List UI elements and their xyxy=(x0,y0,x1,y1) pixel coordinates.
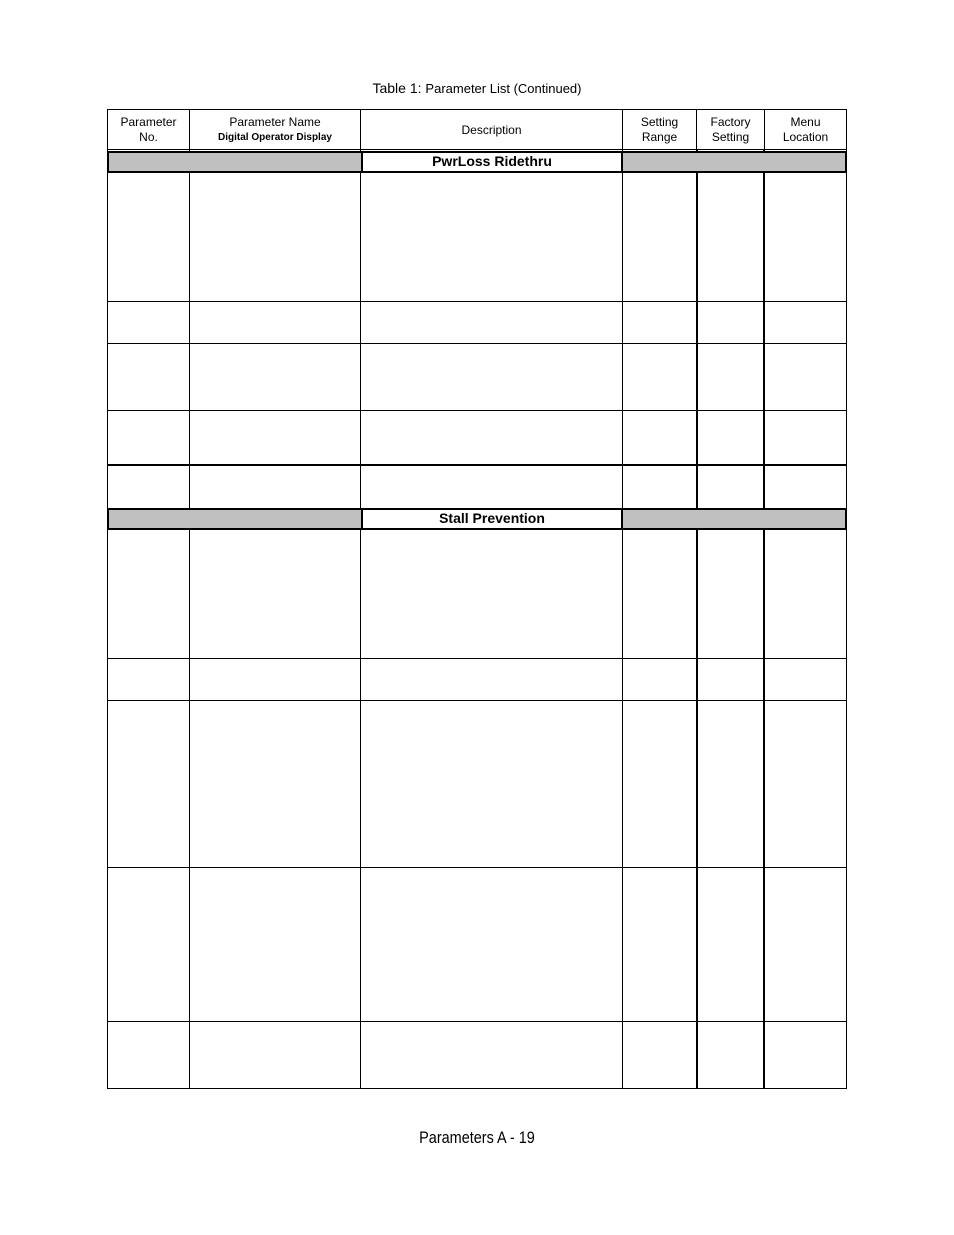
row-divider xyxy=(108,658,846,659)
caption-text: Parameter List (Continued) xyxy=(425,81,582,96)
column-divider xyxy=(189,110,190,1088)
header-menu-location: Menu Location xyxy=(782,115,829,144)
column-divider xyxy=(696,110,697,150)
column-divider xyxy=(696,150,698,1088)
row-divider xyxy=(108,867,846,868)
section-title: PwrLoss Ridethru xyxy=(361,151,623,173)
section-title: Stall Prevention xyxy=(361,508,623,530)
caption-prefix: Table 1: xyxy=(372,80,422,96)
parameter-table xyxy=(107,109,847,1089)
section-bar-stall-prevention xyxy=(107,508,847,530)
table-caption xyxy=(0,80,954,96)
page-footer: Parameters A - 19 xyxy=(419,1128,535,1147)
row-divider xyxy=(108,410,846,411)
row-divider xyxy=(108,1021,846,1022)
row-divider xyxy=(108,464,846,466)
header-description: Description xyxy=(461,122,522,137)
header-factory-setting: Factory Setting xyxy=(710,115,751,144)
row-divider xyxy=(108,343,846,344)
column-divider xyxy=(360,110,361,1088)
column-divider xyxy=(622,110,623,1088)
column-divider xyxy=(764,110,765,150)
header-parameter-no: Parameter No. xyxy=(120,115,177,144)
table-header xyxy=(108,110,846,150)
header-parameter-name: Parameter Name Digital Operator Display xyxy=(218,115,332,143)
row-divider xyxy=(108,301,846,302)
column-divider xyxy=(763,150,765,1088)
row-divider xyxy=(108,700,846,701)
header-setting-range: Setting Range xyxy=(640,115,679,144)
section-bar-pwrloss-ridethru xyxy=(107,151,847,173)
